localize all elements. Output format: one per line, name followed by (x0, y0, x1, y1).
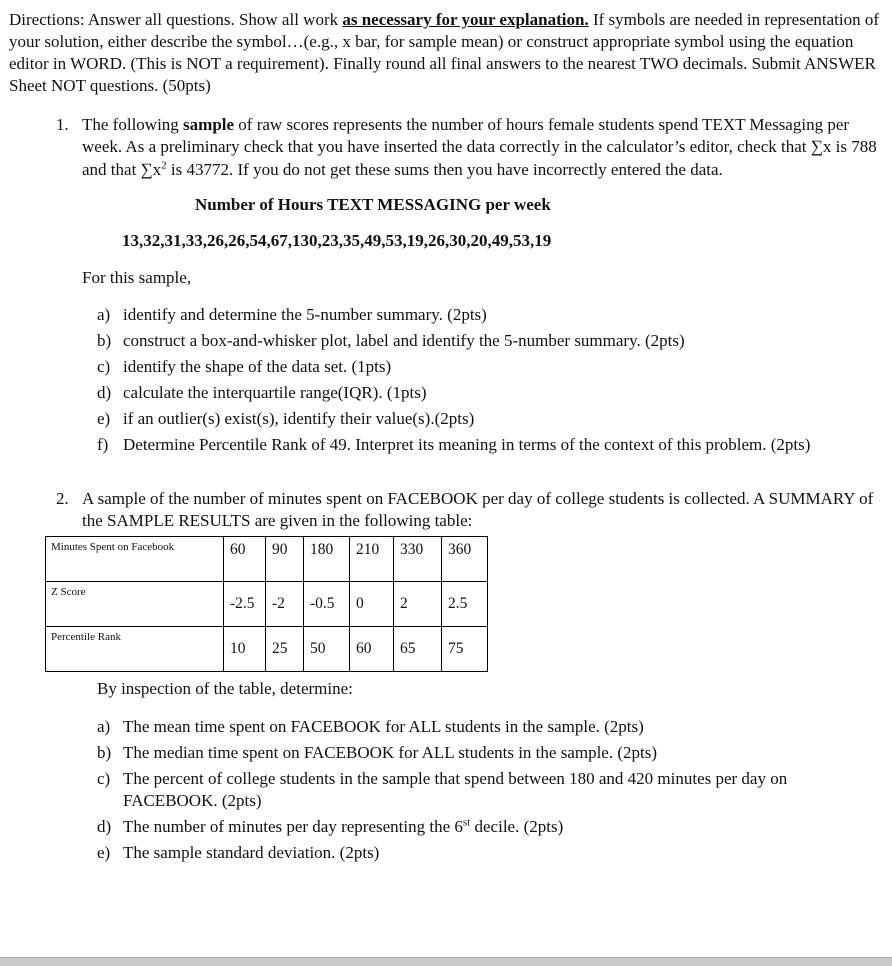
item-label: f) (97, 435, 109, 455)
question-2-intro: A sample of the number of minutes spent on FACEBOOK per day of college students is collected. A SUMMARY of the SAMPLE RESULTS are given in the following table: (82, 488, 874, 530)
question-1-intro (82, 114, 880, 180)
table-cell: 2 (394, 581, 442, 626)
facebook-summary-table (45, 536, 488, 672)
directions-text-end: If symbols are needed in representation of your solution, either describe the symbol…(e.g., x bar, for sample mean) or construct appropriate symbol using the equation editor in WORD. (This is NOT a requirement). Finally round all final answers to the nearest TWO decimals. Submit ANSWER Sheet NOT questions. (50pts) (9, 10, 880, 96)
item-text-main: The number of minutes per day representing the 6 (123, 817, 463, 837)
item-text-main: Determine Percentile Rank of 49. Interpret its meaning in terms of the context of this problem. (2pts) (123, 435, 811, 455)
table-row (46, 581, 488, 626)
table-cell: 25 (266, 626, 304, 671)
question-2-body (82, 488, 884, 532)
item-text (123, 382, 884, 404)
q1-data-heading: Number of Hours TEXT MESSAGING per week (195, 194, 551, 214)
item-label: c) (97, 357, 111, 377)
table-cell: 360 (442, 536, 488, 581)
list-item (97, 382, 884, 404)
table-cell: 90 (266, 536, 304, 581)
q1-intro-end: is 43772. If you do not get these sums then you have incorrectly entered the data. (166, 159, 723, 179)
item-label: d) (97, 817, 112, 837)
table-cell: 75 (442, 626, 488, 671)
item-text-main: calculate the interquartile range(IQR). (1pts) (123, 383, 427, 403)
table-row-label: Z Score (46, 581, 224, 626)
item-label: a) (97, 304, 111, 324)
question-2-sub-list (97, 716, 884, 865)
item-text (123, 408, 884, 430)
question-1 (56, 114, 884, 289)
item-text (123, 816, 884, 838)
item-text (123, 842, 884, 864)
table-row (46, 536, 488, 581)
directions-emphasis: as necessary for your explanation. (342, 10, 589, 29)
table-cell: -0.5 (304, 581, 350, 626)
q1-raw-scores: 13,32,31,33,26,26,54,67,130,23,35,49,53,19,26,30,20,49,53,19 (122, 230, 552, 250)
item-text-tail: decile. (2pts) (470, 817, 564, 837)
table-cell: 330 (394, 536, 442, 581)
table-cell: 50 (304, 626, 350, 671)
table-cell: -2.5 (224, 581, 266, 626)
item-text (123, 304, 884, 326)
table-cell: 210 (350, 536, 394, 581)
list-item (97, 330, 884, 352)
q1-intro-superscript: 2 (161, 158, 167, 171)
item-text-main: The percent of college students in the sample that spend between 180 and 420 minutes per day on FACEBOOK. (2pts) (123, 768, 788, 811)
list-item (97, 842, 884, 864)
question-2 (56, 488, 884, 532)
table-cell: 65 (394, 626, 442, 671)
q1-intro-bold-sample: sample (183, 115, 235, 135)
table-row (46, 626, 488, 671)
table-cell: 60 (224, 536, 266, 581)
list-item (97, 434, 884, 456)
list-item (97, 716, 884, 738)
table-cell: 10 (224, 626, 266, 671)
item-text (123, 768, 884, 812)
list-item (97, 356, 884, 378)
question-1-sub-list (97, 304, 884, 457)
item-label: e) (97, 409, 111, 429)
q1-intro-middle: of raw scores represents the number of hours female students spend TEXT Messaging per week. As a preliminary check that you have inserted the data correctly in the calculator’s editor, check that ∑x is 788 and that ∑x (82, 115, 877, 179)
item-text-main: construct a box-and-whisker plot, label and identify the 5-number summary. (2pts) (123, 331, 685, 351)
question-1-number: 1. (56, 115, 69, 135)
list-item (97, 304, 884, 326)
item-text-superscript: st (462, 816, 471, 829)
q1-for-sample-text: For this sample, (82, 267, 192, 287)
item-text (123, 356, 884, 378)
item-text (123, 742, 884, 764)
item-text-main: identify and determine the 5-number summary. (2pts) (123, 304, 487, 324)
item-label: b) (97, 331, 112, 351)
table-cell: -2 (266, 581, 304, 626)
directions-paragraph (9, 9, 884, 97)
item-label: e) (97, 843, 111, 863)
item-label: a) (97, 716, 111, 736)
item-text (123, 330, 884, 352)
question-1-body (82, 114, 884, 289)
item-text (123, 716, 884, 738)
list-item (97, 768, 884, 812)
table-cell: 2.5 (442, 581, 488, 626)
item-label: b) (97, 742, 112, 762)
q2-by-inspection-text: By inspection of the table, determine: (97, 678, 353, 698)
list-item (97, 742, 884, 764)
page-bottom-edge (0, 957, 892, 966)
table-cell: 0 (350, 581, 394, 626)
table-row-label: Percentile Rank (46, 626, 224, 671)
table-cell: 180 (304, 536, 350, 581)
list-item (97, 816, 884, 838)
table-row-label: Minutes Spent on Facebook (46, 536, 224, 581)
question-2-number: 2. (56, 488, 69, 508)
item-text-main: The mean time spent on FACEBOOK for ALL students in the sample. (2pts) (123, 716, 644, 736)
q1-intro-start: The following (82, 115, 184, 135)
item-text-main: The sample standard deviation. (2pts) (123, 843, 380, 863)
item-text (123, 434, 884, 456)
item-label: d) (97, 383, 112, 403)
item-text-main: The median time spent on FACEBOOK for ALL students in the sample. (2pts) (123, 742, 658, 762)
table-cell: 60 (350, 626, 394, 671)
directions-text-start: Directions: Answer all questions. Show all work (9, 10, 343, 29)
item-text-main: if an outlier(s) exist(s), identify their value(s).(2pts) (123, 409, 475, 429)
list-item (97, 408, 884, 430)
item-text-main: identify the shape of the data set. (1pts) (123, 357, 392, 377)
item-label: c) (97, 768, 111, 788)
